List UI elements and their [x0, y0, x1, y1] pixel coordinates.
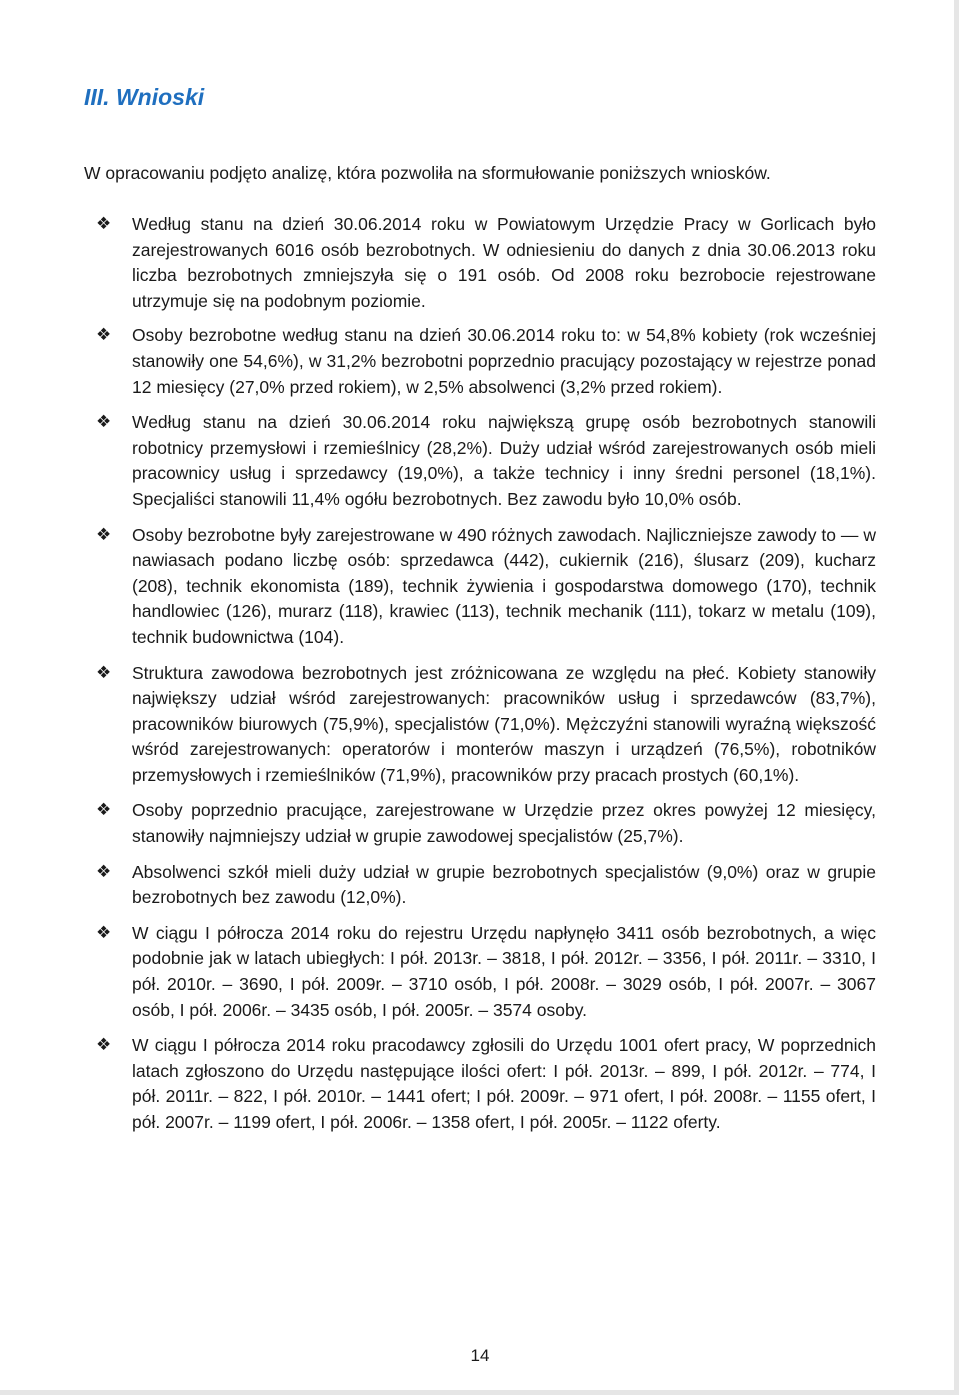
list-item	[84, 523, 876, 651]
list-item-text: Według stanu na dzień 30.06.2014 roku największą grupę osób bezrobotnych stanowili robotnicy przemysłowi i rzemieślnicy (28,2%). Duży udział wśród zarejestrowanych osób mieli pracownicy usług i sprzedawcy (19,0%), a także technicy i inny średni personel (18,1%). Specjaliści stanowili 11,4% ogółu bezrobotnych. Bez zawodu było 10,0% osób.	[132, 412, 876, 509]
four-diamond-bullet-icon: ❖	[96, 325, 112, 346]
four-diamond-bullet-icon: ❖	[96, 662, 112, 683]
four-diamond-bullet-icon: ❖	[96, 214, 112, 234]
list-item-text: Osoby bezrobotne były zarejestrowane w 490 różnych zawodach. Najliczniejsze zawody to — w nawiasach podano liczbę osób: sprzedawca (442), cukiernik (216), ślusarz (209), kucharz (208), technik ekonomista (189), technik żywienia i gospodarstwa domowego (170), technik handlowiec (126), murarz (118), krawiec (113), technik mechanik (111), tokarz w metalu (109), technik budownictwa (104).	[132, 524, 876, 647]
four-diamond-bullet-icon: ❖	[96, 861, 112, 882]
four-diamond-bullet-icon: ❖	[96, 412, 112, 433]
four-diamond-bullet-icon: ❖	[96, 922, 112, 943]
list-item	[84, 212, 876, 314]
list-item-text: Struktura zawodowa bezrobotnych jest zróżnicowana ze względu na płeć. Kobiety stanowiły największy udział wśród zarejestrowanych: pracowników usług i sprzedawców (83,7%), pracowników biurowych (75,9%), specjalistów (71,0%). Mężczyźni stanowili wyraźną większość wśród zarejestrowanych: operatorów i monterów maszyn i urządzeń (76,5%), robotników przemysłowych i rzemieślników (71,9%), pracowników przy pracach prostych (60,1%).	[132, 662, 876, 785]
list-item-text: W ciągu I półrocza 2014 roku do rejestru Urzędu napłynęło 3411 osób bezrobotnych, a więc podobnie jak w latach ubiegłych: I pół. 2013r. – 3818, I pół. 2012r. – 3356, I pół. 2011r. – 3310, I pół. 2010r. – 3690, I pół. 2009r. – 3710 osób, I pół. 2008r. – 3029 osób, I pół. 2007r. – 3067 osób, I pół. 2006r. – 3435 osób, I pół. 2005r. – 3574 osoby.	[132, 922, 876, 1020]
four-diamond-bullet-icon: ❖	[96, 524, 112, 545]
list-item-text: Osoby bezrobotne według stanu na dzień 30.06.2014 roku to: w 54,8% kobiety (rok wcześniej stanowiły one 54,6%), w 31,2% bezrobotni poprzednio pracujący pozostający w rejestrze ponad 12 miesięcy (27,0% przed rokiem), w 2,5% absolwenci (3,2% przed rokiem).	[132, 325, 876, 397]
list-item	[84, 661, 876, 789]
list-item	[84, 1033, 876, 1135]
list-item	[84, 921, 876, 1023]
list-item	[84, 798, 876, 849]
list-item	[84, 410, 876, 512]
list-item-text: W ciągu I półrocza 2014 roku pracodawcy zgłosili do Urzędu 1001 ofert pracy, W poprzednich latach zgłoszono do Urzędu następujące ilości ofert: I pół. 2013r. – 899, I pół. 2012r. – 774, I pół. 2011r. – 822, I pół. 2010r. – 1441 ofert; I pół. 2009r. – 971 ofert, I pół. 2008r. – 1155 ofert, I pół. 2007r. – 1199 ofert, I pół. 2006r. – 1358 ofert, I pół. 2005r. – 1122 oferty.	[132, 1035, 876, 1132]
intro-paragraph: W opracowaniu podjęto analizę, która pozwoliła na sformułowanie poniższych wniosków.	[84, 163, 771, 183]
list-item	[84, 323, 876, 400]
list-item-text: Według stanu na dzień 30.06.2014 roku w Powiatowym Urzędzie Pracy w Gorlicach było zarejestrowanych 6016 osób bezrobotnych. W odniesieniu do danych z dnia 30.06.2013 roku liczba bezrobotnych zmniejszyła się o 191 osób. Od 2008 roku bezrobocie rejestrowane utrzymuje się na podobnym poziomie.	[132, 214, 876, 311]
list-item-text: Absolwenci szkół mieli duży udział w grupie bezrobotnych specjalistów (9,0%) oraz w grupie bezrobotnych bez zawodu (12,0%).	[132, 861, 876, 908]
list-item	[84, 860, 876, 911]
page-number: 14	[470, 1346, 490, 1365]
four-diamond-bullet-icon: ❖	[96, 1035, 112, 1056]
list-item-text: Osoby poprzednio pracujące, zarejestrowane w Urzędzie przez okres powyżej 12 miesięcy, stanowiły najmniejszy udział w grupie zawodowej specjalistów (25,7%).	[132, 800, 876, 847]
section-heading: III. Wnioski	[84, 84, 205, 110]
conclusions-list	[84, 212, 876, 1146]
four-diamond-bullet-icon: ❖	[96, 800, 112, 821]
